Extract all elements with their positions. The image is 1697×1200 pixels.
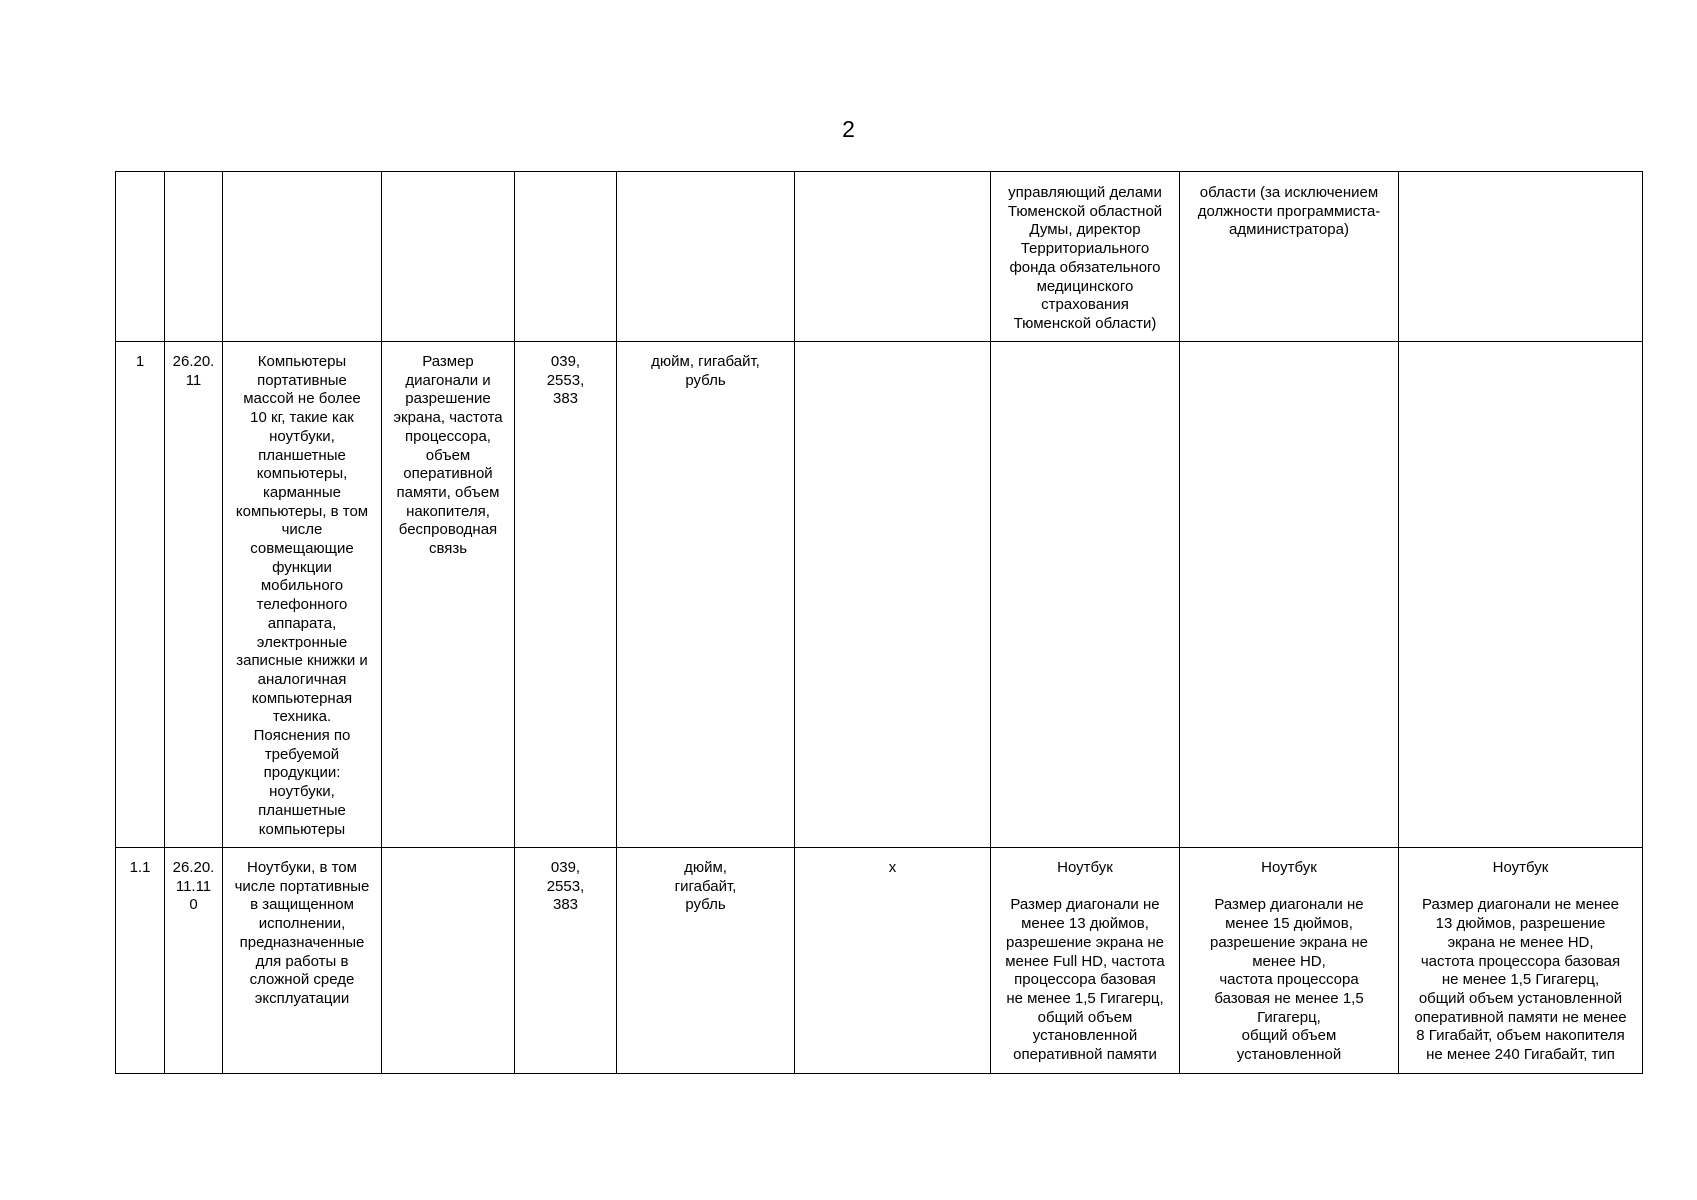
cell-position-group-1: управляющий делами Тюменской областной Думы, директор Территориального фонда обязательного медицинского страхования Тюменской области)	[991, 172, 1180, 342]
cell-value	[795, 172, 991, 342]
cell-product-name: Компьютеры портативные массой не более 10 кг, такие как ноутбуки, планшетные компьютеры, карманные компьютеры, в том числе совмещающие функции мобильного телефонного аппарата, электронные записные книжки и аналогичная компьютерная техника. Пояснения по требуемой продукции: ноутбуки, планшетные компьютеры	[223, 342, 382, 848]
table-row	[116, 342, 1643, 848]
cell-position-group-2	[1180, 342, 1399, 848]
cell-value	[795, 342, 991, 848]
cell-position-group-1: Ноутбук Размер диагонали не менее 13 дюймов, разрешение экрана не менее Full HD, частота процессора базовая не менее 1,5 Гигагерц, общий объем установленной оперативной памяти	[991, 848, 1180, 1074]
table-row	[116, 172, 1643, 342]
cell-position-group-3: Ноутбук Размер диагонали не менее 13 дюймов, разрешение экрана не менее HD, частота процессора базовая не менее 1,5 Гигагерц, общий объем установленной оперативной памяти не менее 8 Гигабайт, объем накопителя не менее 240 Гигабайт, тип	[1399, 848, 1643, 1074]
cell-okpd-code: 26.20. 11.11 0	[165, 848, 223, 1074]
cell-okpd-code: 26.20. 11	[165, 342, 223, 848]
cell-okpd-code	[165, 172, 223, 342]
table-row	[116, 848, 1643, 1074]
requirements-table	[115, 171, 1643, 1074]
cell-number: 1.1	[116, 848, 165, 1074]
cell-number: 1	[116, 342, 165, 848]
page-number: 2	[842, 116, 855, 142]
cell-unit-name	[617, 172, 795, 342]
cell-okei-code: 039, 2553, 383	[515, 848, 617, 1074]
cell-value: х	[795, 848, 991, 1074]
cell-position-group-3	[1399, 172, 1643, 342]
cell-product-name: Ноутбуки, в том числе портативные в защищенном исполнении, предназначенные для работы в сложной среде эксплуатации	[223, 848, 382, 1074]
cell-position-group-2: области (за исключением должности программиста- администратора)	[1180, 172, 1399, 342]
cell-characteristic	[382, 172, 515, 342]
cell-product-name	[223, 172, 382, 342]
cell-okei-code: 039, 2553, 383	[515, 342, 617, 848]
cell-number	[116, 172, 165, 342]
cell-unit-name: дюйм, гигабайт, рубль	[617, 848, 795, 1074]
cell-characteristic: Размер диагонали и разрешение экрана, частота процессора, объем оперативной памяти, объем накопителя, беспроводная связь	[382, 342, 515, 848]
cell-position-group-1	[991, 342, 1180, 848]
cell-okei-code	[515, 172, 617, 342]
cell-position-group-3	[1399, 342, 1643, 848]
cell-characteristic	[382, 848, 515, 1074]
cell-position-group-2: Ноутбук Размер диагонали не менее 15 дюймов, разрешение экрана не менее HD, частота процессора базовая не менее 1,5 Гигагерц, общий объем установленной	[1180, 848, 1399, 1074]
cell-unit-name: дюйм, гигабайт, рубль	[617, 342, 795, 848]
